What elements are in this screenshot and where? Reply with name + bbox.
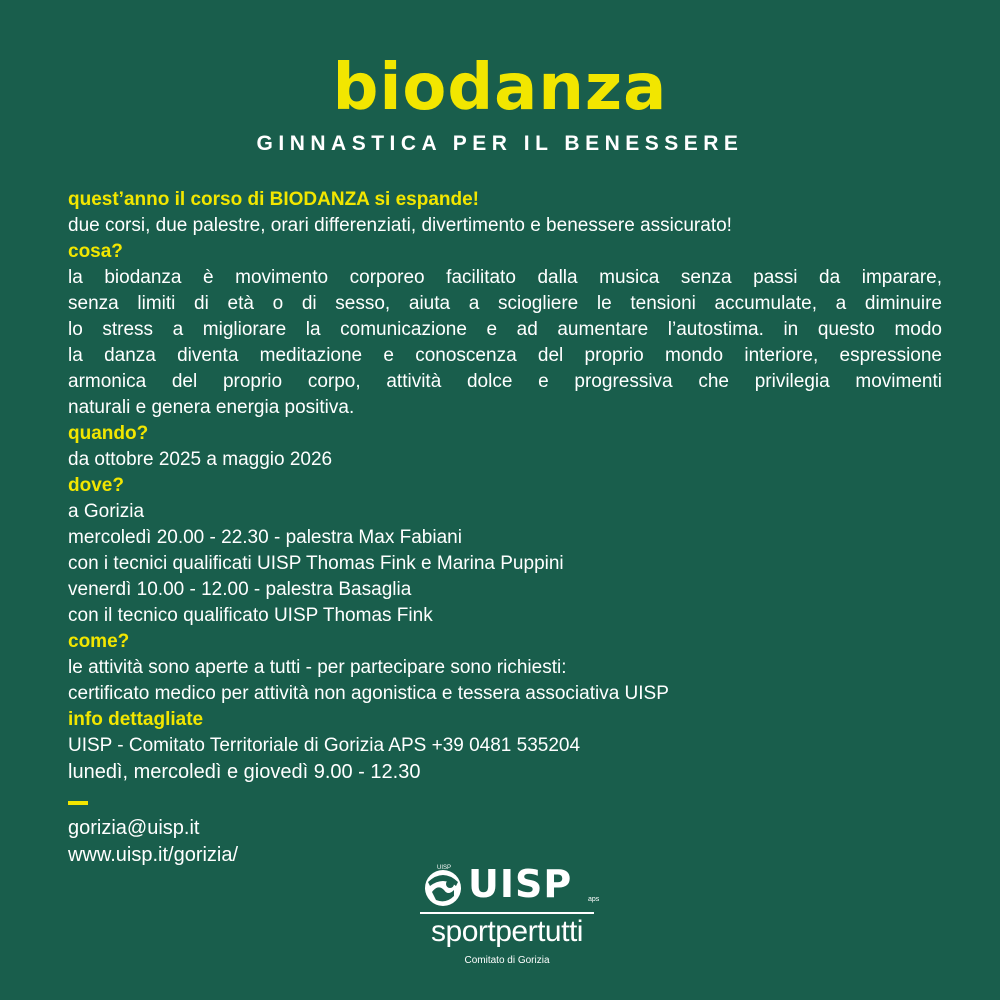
dove-heading: dove? [68,475,124,496]
intro-text: due corsi, due palestre, orari differenziati, divertimento e benessere assicurato! [68,215,732,236]
come-line: certificato medico per attività non agonistica e tessera associativa UISP [68,683,669,704]
quando-text: da ottobre 2025 a maggio 2026 [68,449,333,470]
info-heading: info dettagliate [68,709,204,730]
logo-tagline: sportpertutti [431,915,583,948]
poster-title: biodanza [332,51,668,125]
intro-heading: quest’anno il corso di BIODANZA si espande! [68,189,480,210]
website-link[interactable]: www.uisp.it/gorizia/ [68,844,239,866]
svg-text:UISP: UISP [437,865,452,871]
cosa-line: senza limiti di età o di sesso, aiuta a sciogliere le tensioni accumulate, a diminuire [68,293,942,314]
dove-line: mercoledì 20.00 - 22.30 - palestra Max Fabiani [68,527,462,548]
dove-line: con i tecnici qualificati UISP Thomas Fink e Marina Puppini [68,553,564,574]
info-line: lunedì, mercoledì e giovedì 9.00 - 12.30 [68,761,421,783]
cosa-line: lo stress a migliorare la comunicazione e ad aumentare l’autostima. in questo modo [68,319,942,340]
info-line: UISP - Comitato Territoriale di Gorizia APS +39 0481 535204 [68,735,581,756]
logo-committee: Comitato di Gorizia [464,955,550,966]
cosa-line: la danza diventa meditazione e conoscenza del proprio mondo interiore, espressione [68,345,942,366]
quando-heading: quando? [68,423,149,444]
cosa-heading: cosa? [68,241,123,262]
come-line: le attività sono aperte a tutti - per partecipare sono richiesti: [68,657,567,678]
cosa-line: la biodanza è movimento corporeo facilitato dalla musica senza passi da imparare, [68,267,942,288]
dove-line: venerdì 10.00 - 12.00 - palestra Basaglia [68,579,412,600]
cosa-line: naturali e genera energia positiva. [68,397,355,418]
logo-aps: aps [588,896,600,903]
poster-subtitle: GINNASTICA PER IL BENESSERE [256,132,744,155]
uisp-emblem-icon [420,862,466,910]
come-heading: come? [68,631,130,652]
cosa-line: armonica del proprio corpo, attività dolce e progressiva che privilegia movimenti [68,371,942,392]
logo-wordmark: UISP [468,862,573,906]
uisp-logo [418,860,598,970]
separator-dash [68,801,88,805]
poster-content [68,187,942,785]
email-link[interactable]: gorizia@uisp.it [68,817,200,839]
dove-line: a Gorizia [68,501,145,522]
dove-line: con il tecnico qualificato UISP Thomas Fink [68,605,433,626]
contacts-block [68,815,238,869]
